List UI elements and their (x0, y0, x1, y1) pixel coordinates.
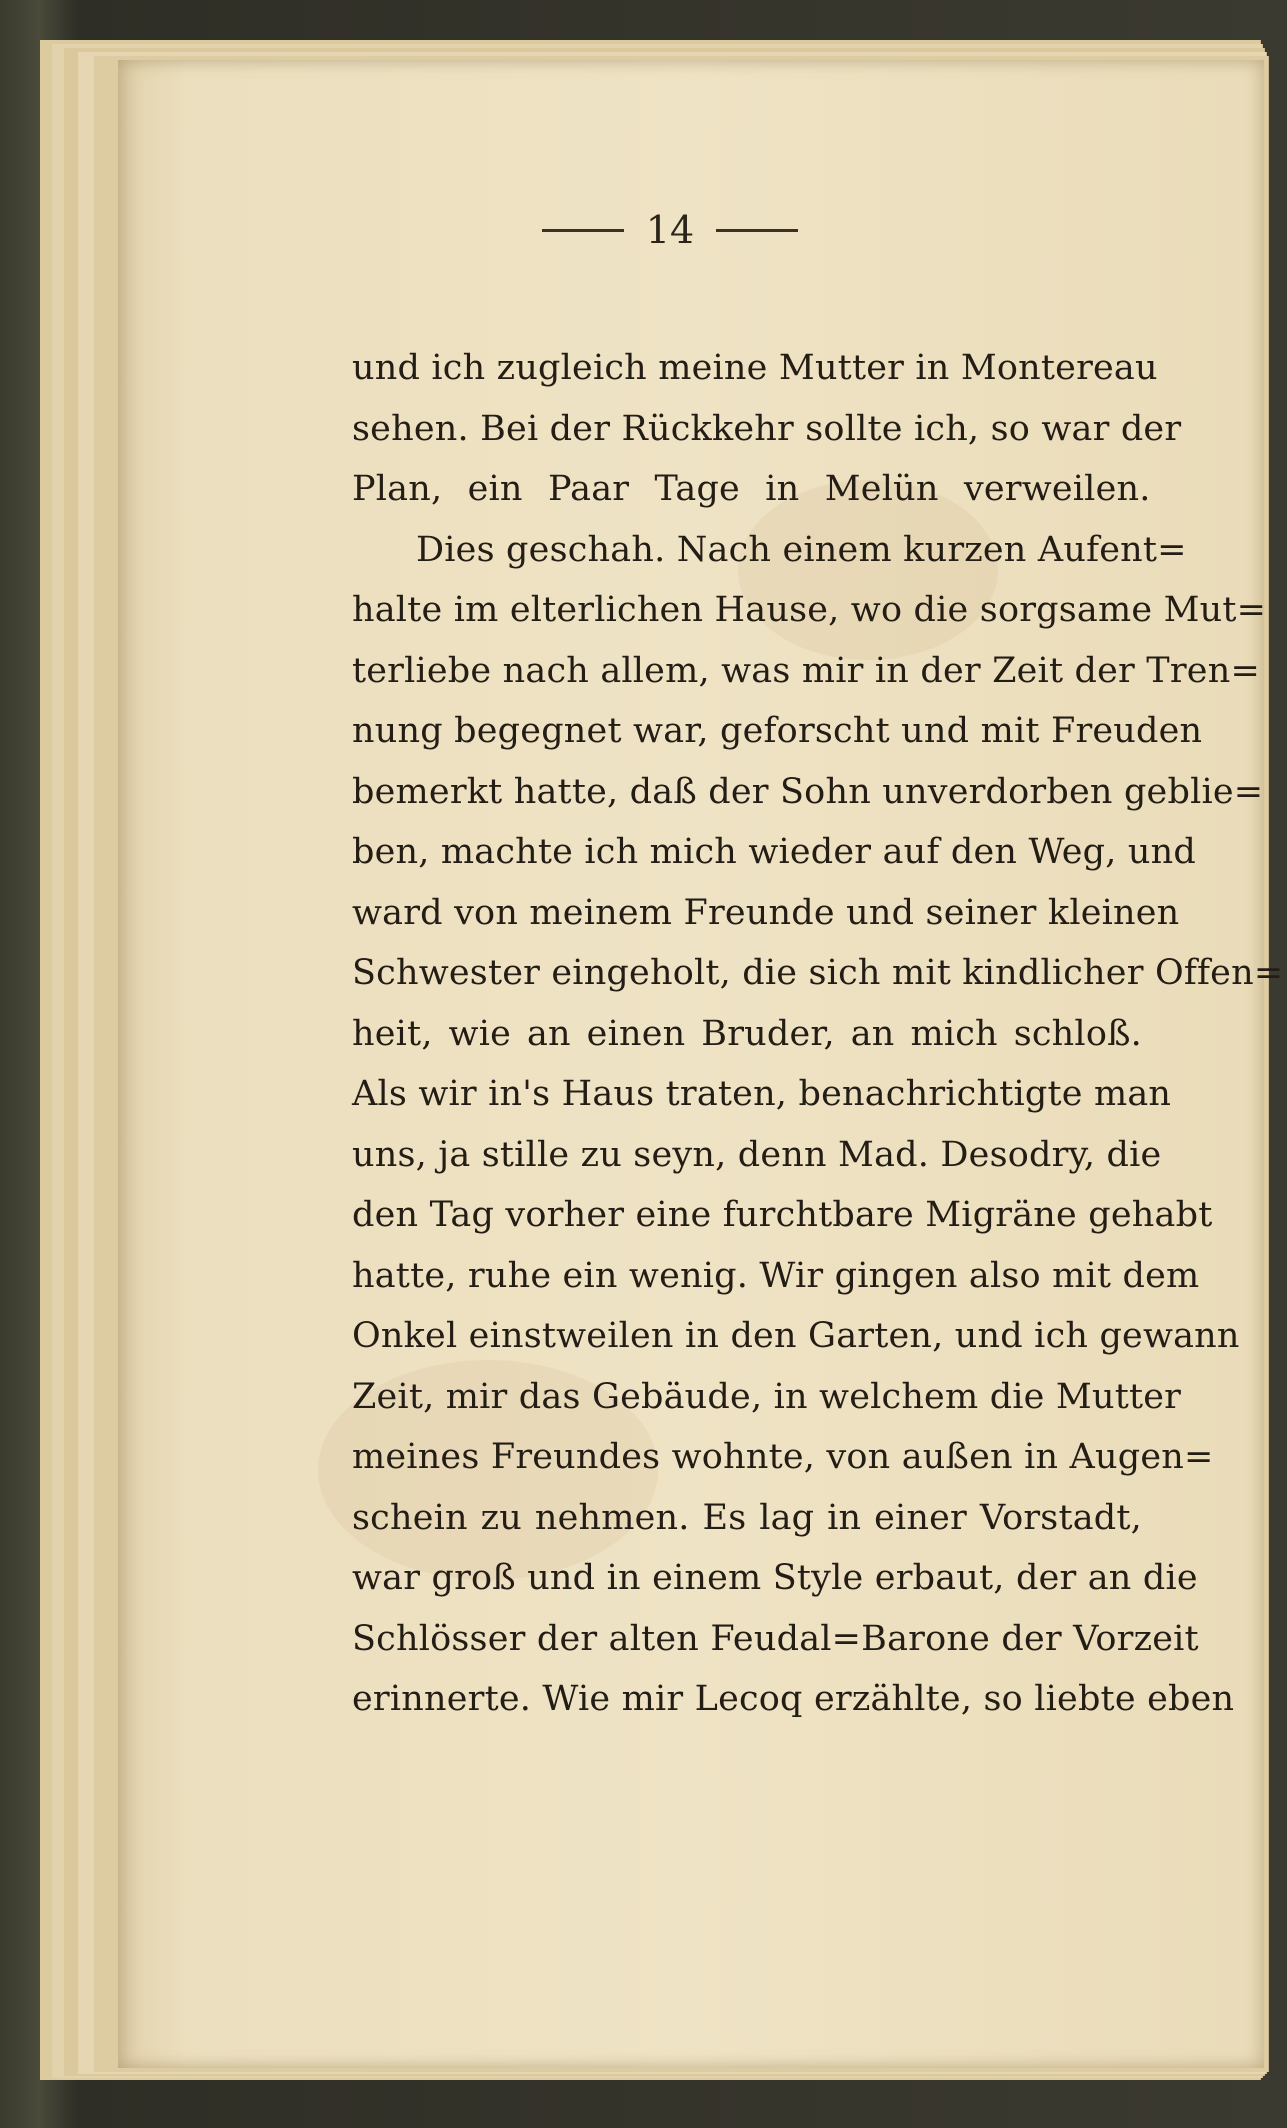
text-line: heit, wie an einen Bruder, an mich schloß. (352, 1013, 1142, 1054)
text-line: hatte, ruhe ein wenig. Wir gingen also mit dem (352, 1255, 1200, 1296)
text-line: terliebe nach allem, was mir in der Zeit der Tren= (352, 650, 1260, 691)
text-line: halte im elterlichen Hause, wo die sorgsame Mut= (352, 590, 1267, 630)
text-line: nung begegnet war, geforscht und mit Freuden (352, 711, 1203, 751)
text-line: ben, machte ich mich wieder auf den Weg, und (352, 832, 1197, 872)
text-line: ward von meinem Freunde und seiner kleinen (352, 892, 1180, 933)
text-line: Schwester eingeholt, die sich mit kindlicher Offen= (352, 953, 1284, 993)
text-line: Onkel einstweilen in den Garten, und ich gewann (352, 1316, 1240, 1356)
text-line: den Tag vorher eine furchtbare Migräne gehabt (352, 1195, 1213, 1235)
text-line: erinnerte. Wie mir Lecoq erzählte, so liebte eben (352, 1679, 1235, 1719)
body-text (352, 338, 1284, 1730)
text-line: Plan, ein Paar Tage in Melün verweilen. (352, 469, 1151, 509)
header-rule-right (716, 229, 798, 232)
text-line: bemerkt hatte, daß der Sohn unverdorben geblie= (352, 771, 1264, 812)
text-line: Schlösser der alten Feudal=Barone der Vorzeit (352, 1618, 1199, 1659)
text-line: war groß und in einem Style erbaut, der an die (352, 1558, 1198, 1598)
text-line: Als wir in's Haus traten, benachrichtigte man (352, 1074, 1172, 1114)
text-line: und ich zugleich meine Mutter in Montereau (352, 348, 1158, 388)
text-line: Zeit, mir das Gebäude, in welchem die Mutter (352, 1376, 1182, 1417)
header-rule-left (542, 229, 624, 232)
text-line: Dies geschah. Nach einem kurzen Aufent= (416, 529, 1187, 570)
text-line: sehen. Bei der Rückkehr sollte ich, so war der (352, 408, 1182, 449)
text-line: meines Freundes wohnte, von außen in Augen= (352, 1437, 1214, 1477)
text-line: uns, ja stille zu seyn, denn Mad. Desodry, die (352, 1134, 1162, 1175)
text-line: schein zu nehmen. Es lag in einer Vorstadt, (352, 1497, 1142, 1538)
page-header (470, 200, 870, 260)
page-number: 14 (645, 208, 695, 252)
